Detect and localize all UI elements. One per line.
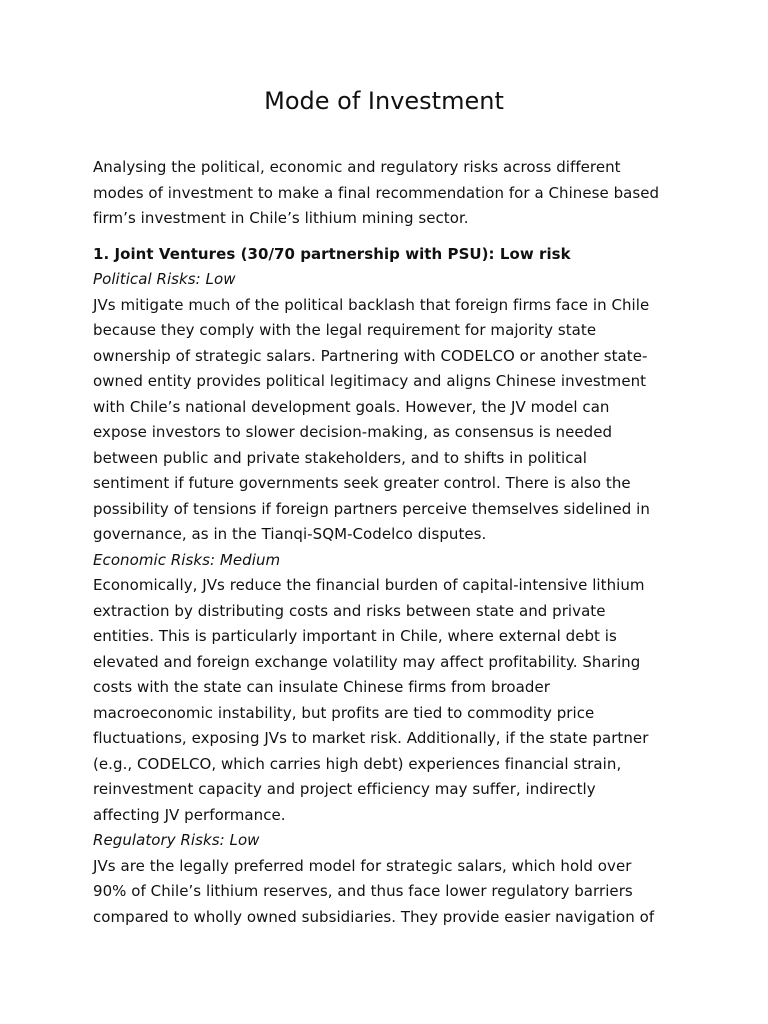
paragraph-line: owned entity provides political legitimacy and aligns Chinese investment xyxy=(93,372,647,390)
paragraph-line: (e.g., CODELCO, which carries high debt) experiences financial strain, xyxy=(93,754,622,773)
paragraph-line: costs with the state can insulate Chinese firms from broader xyxy=(93,678,550,696)
paragraph-line: compared to wholly owned subsidiaries. They provide easier navigation of xyxy=(93,907,655,926)
document-body xyxy=(93,155,693,930)
economic-risks-label: Economic Risks: Medium xyxy=(93,550,281,569)
regulatory-risks-paragraph xyxy=(93,854,693,931)
political-risks-paragraph xyxy=(93,293,693,548)
paragraph-line: Economically, JVs reduce the financial burden of capital-intensive lithium xyxy=(93,576,645,594)
paragraph-line: expose investors to slower decision-making, as consensus is needed xyxy=(93,423,613,441)
intro-line: modes of investment to make a final recommendation for a Chinese based xyxy=(93,183,660,202)
economic-risks-paragraph xyxy=(93,573,693,828)
paragraph-line: possibility of tensions if foreign partners perceive themselves sidelined in xyxy=(93,499,650,518)
paragraph-line: extraction by distributing costs and risks between state and private xyxy=(93,601,606,620)
paragraph-line: between public and private stakeholders, and to shifts in political xyxy=(93,448,587,467)
paragraph-line: reinvestment capacity and project efficiency may suffer, indirectly xyxy=(93,780,596,798)
paragraph-line: sentiment if future governments seek greater control. There is also the xyxy=(93,474,631,492)
paragraph-line: fluctuations, exposing JVs to market risk. Additionally, if the state partner xyxy=(93,729,649,747)
paragraph-line: elevated and foreign exchange volatility may affect profitability. Sharing xyxy=(93,652,641,671)
intro-paragraph xyxy=(93,155,693,232)
page-title: Mode of Investment xyxy=(264,87,504,115)
regulatory-risks-label: Regulatory Risks: Low xyxy=(93,831,260,849)
paragraph-line: affecting JV performance. xyxy=(93,805,286,824)
paragraph-line: ownership of strategic salars. Partnering with CODELCO or another state- xyxy=(93,346,648,365)
paragraph-line: governance, as in the Tianqi-SQM-Codelco disputes. xyxy=(93,525,487,543)
paragraph-line: macroeconomic instability, but profits are tied to commodity price xyxy=(93,703,595,722)
paragraph-line: JVs mitigate much of the political backlash that foreign firms face in Chile xyxy=(93,295,650,314)
paragraph-line: because they comply with the legal requirement for majority state xyxy=(93,321,597,339)
political-risks-label: Political Risks: Low xyxy=(93,270,236,288)
paragraph-line: entities. This is particularly important in Chile, where external debt is xyxy=(93,627,617,645)
paragraph-line: 90% of Chile’s lithium reserves, and thus face lower regulatory barriers xyxy=(93,882,633,900)
section-heading: 1. Joint Ventures (30/70 partnership with PSU): Low risk xyxy=(93,244,571,263)
intro-line: firm’s investment in Chile’s lithium mining sector. xyxy=(93,209,469,227)
intro-line: Analysing the political, economic and regulatory risks across different xyxy=(93,158,621,176)
paragraph-line: with Chile’s national development goals. However, the JV model can xyxy=(93,397,610,416)
paragraph-line: JVs are the legally preferred model for strategic salars, which hold over xyxy=(93,856,632,875)
